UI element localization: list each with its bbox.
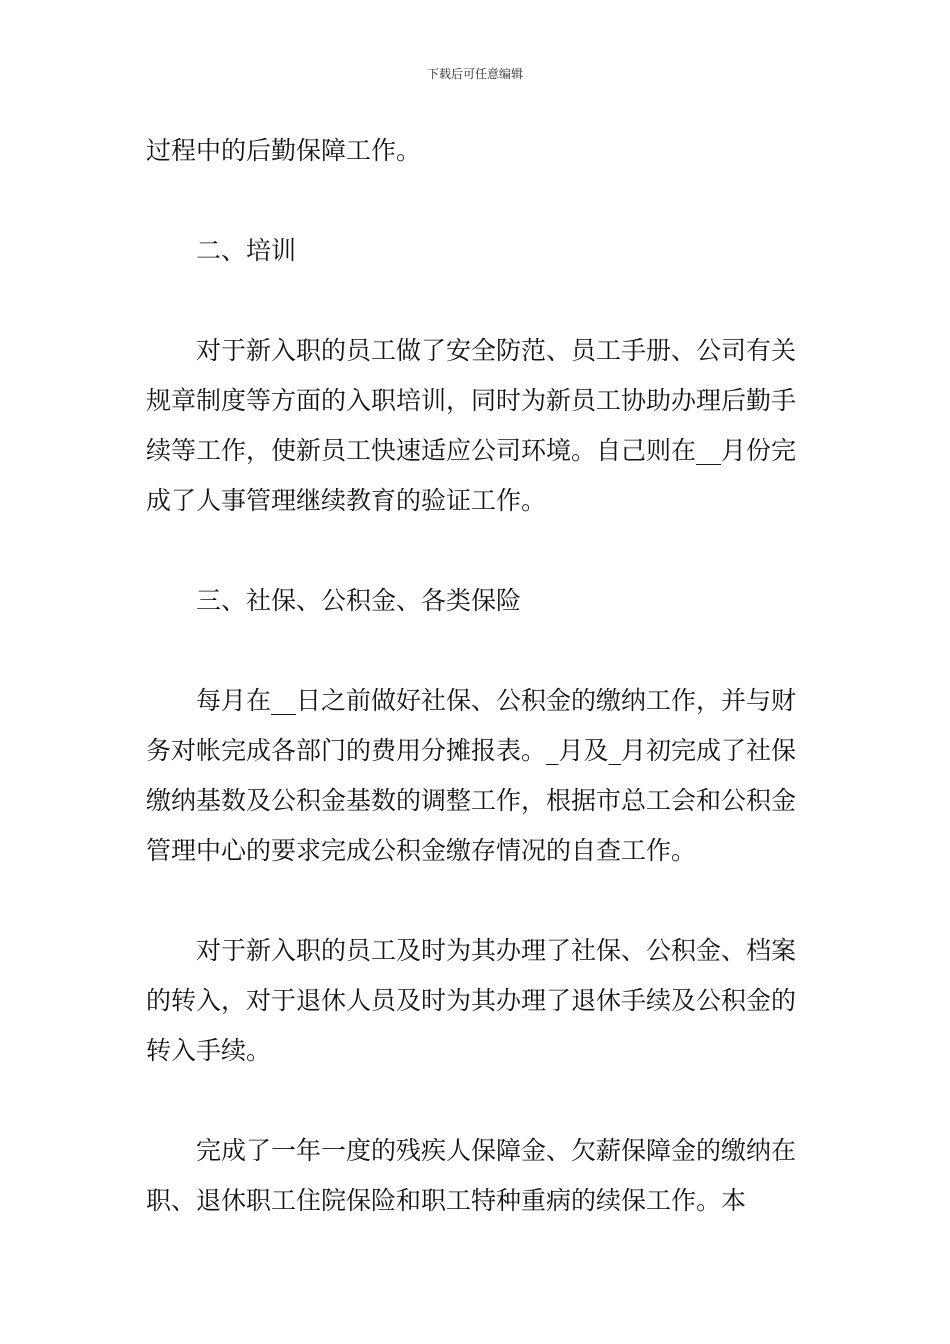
section-heading-training: 二、培训 (196, 236, 297, 265)
page-header-note: 下载后可任意编辑 (426, 67, 523, 81)
paragraph-social-security: 每月在__日之前做好社保、公积金的缴纳工作，并与财务对帐完成各部门的费用分摊报表。_月及_月初完成了社保缴纳基数及公积金基数的调整工作，根据市总工会和公积金管理中心的要求完成公积金缴存情况的自查工作。 (146, 686, 797, 865)
paragraph-gap (146, 876, 810, 926)
paragraph-annual-insurance: 完成了一年一度的残疾人保障金、欠薪保障金的缴纳在职、退休职工住院保险和职工特种重病的续保工作。本 (146, 1136, 797, 1215)
paragraph-gap (146, 526, 810, 576)
paragraph-gap (146, 1076, 810, 1126)
paragraph-gap (146, 276, 810, 326)
paragraph-continuation: 过程中的后勤保障工作。 (146, 136, 422, 165)
document-body (146, 126, 810, 1226)
section-heading-insurance: 三、社保、公积金、各类保险 (196, 586, 522, 615)
paragraph-training: 对于新入职的员工做了安全防范、员工手册、公司有关规章制度等方面的入职培训，同时为新员工协助办理后勤手续等工作，使新员工快速适应公司环境。自己则在__月份完成了人事管理继续教育的验证工作。 (146, 336, 797, 515)
paragraph-gap (146, 176, 810, 226)
paragraph-gap (146, 626, 810, 676)
paragraph-new-employees: 对于新入职的员工及时为其办理了社保、公积金、档案的转入，对于退休人员及时为其办理了退休手续及公积金的转入手续。 (146, 936, 797, 1065)
